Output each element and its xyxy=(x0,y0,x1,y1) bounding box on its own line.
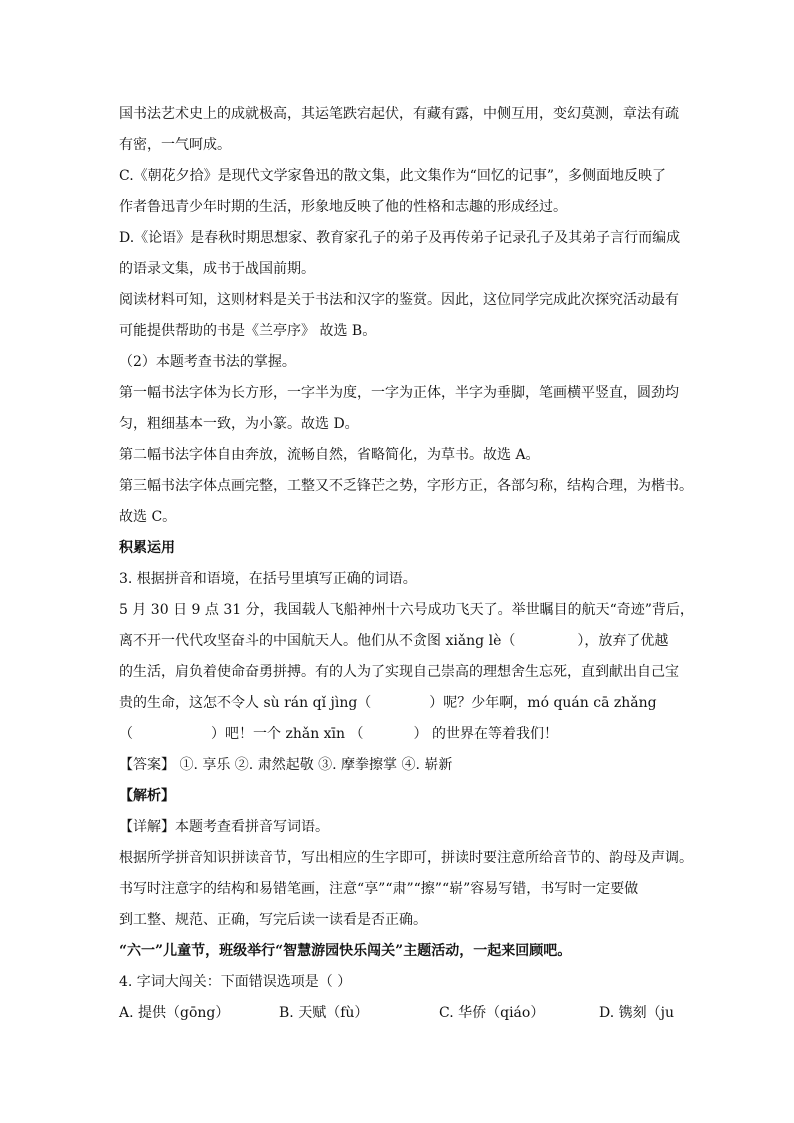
section-heading: 积累运用 xyxy=(119,540,175,556)
option-a[interactable]: A. 提供（gōng） xyxy=(119,1005,230,1021)
paragraph-line: 第二幅书法字体自由奔放，流畅自然，省略简化，为草书。故选 A。 xyxy=(119,447,540,463)
paragraph-line: 【详解】本题考查看拼音写词语。 xyxy=(119,819,329,835)
line-text: ）呢？少年啊，mó quán cā zhǎng xyxy=(429,695,657,711)
paragraph-line: 5 月 30 日 9 点 31 分，我国载人飞船神州十六号成功飞天了。举世瞩目的航天“奇迹”背后， xyxy=(119,602,694,618)
line-text: ）吧！一个 zhǎn xīn （ xyxy=(211,726,364,742)
answer-line: 【答案】 ①. 享乐 ②. 肃然起敬 ③. 摩拳擦掌 ④. 崭新 xyxy=(119,757,453,773)
paragraph-line: 的生活，肩负着使命奋勇拼搏。有的人为了实现自己崇高的理想舍生忘死，直到献出自己宝 xyxy=(119,664,679,680)
option-b[interactable]: B. 天赋（fù） xyxy=(279,1005,369,1021)
paragraph-line: 可能提供帮助的书是《兰亭序》 故选 B。 xyxy=(119,323,377,339)
paragraph-line xyxy=(119,688,679,719)
paragraph-line: 匀，粗细基本一致，为小篆。故选 D。 xyxy=(119,416,359,432)
document-body xyxy=(119,99,694,1029)
activity-heading: “六一”儿童节，班级举行“智慧游园快乐闯关”主题活动，一起来回顾吧。 xyxy=(119,943,572,959)
question-title: 4. 字词大闯关：下面错误选项是（ ） xyxy=(119,974,352,990)
line-text: 贵的生命，这怎不令人 sù rán qǐ jìng（ xyxy=(119,695,372,711)
paragraph-line xyxy=(119,719,679,750)
line-text: ），放弃了优越 xyxy=(577,633,669,649)
analysis-heading: 【解析】 xyxy=(119,788,175,804)
paragraph-line: 书写时注意字的结构和易错笔画，注意“享”“肃”“擦”“崭”容易写错，书写时一定要做 xyxy=(119,881,639,897)
paragraph-line: 根据所学拼音知识拼读音节，写出相应的生字即可，拼读时要注意所给音节的、韵母及声调。 xyxy=(119,850,693,866)
line-text: （ xyxy=(119,726,133,742)
paragraph-line: 国书法艺术史上的成就极高，其运笔跌宕起伏，有藏有露，中侧互用，变幻莫测，章法有疏 xyxy=(119,106,679,122)
question-title: 3. 根据拼音和语境，在括号里填写正确的词语。 xyxy=(119,571,417,587)
paragraph-line: D.《论语》是春秋时期思想家、教育家孔子的弟子及再传弟子记录孔子及其弟子言行而编成 xyxy=(119,230,681,246)
line-text: ） 的世界在等着我们！ xyxy=(413,726,558,742)
paragraph-line: 第三幅书法字体点画完整，工整又不乏锋芒之势，字形方正，各部匀称，结构合理，为楷书。 xyxy=(119,478,693,494)
paragraph-line: 阅读材料可知，这则材料是关于书法和汉字的鉴赏。因此，这位同学完成此次探究活动最有 xyxy=(119,292,679,308)
paragraph-line: 有密，一气呵成。 xyxy=(119,137,231,153)
line-text: 离不开一代代攻坚奋斗的中国航天人。他们从不贪图 xiǎng lè（ xyxy=(119,633,516,649)
paragraph-line: 到工整、规范、正确，写完后读一读看是否正确。 xyxy=(119,912,427,928)
option-d[interactable]: D. 镌刻（ju xyxy=(599,1005,674,1021)
paragraph-line: （2）本题考查书法的掌握。 xyxy=(119,354,296,370)
option-c[interactable]: C. 华侨（qiáo） xyxy=(439,1005,545,1021)
paragraph-line: 作者鲁迅青少年时期的生活，形象地反映了他的性格和志趣的形成经过。 xyxy=(119,199,567,215)
paragraph-line: C.《朝花夕拾》是现代文学家鲁迅的散文集，此文集作为“回忆的记事”，多侧面地反映了 xyxy=(119,168,666,184)
options-row xyxy=(119,998,679,1029)
paragraph-line xyxy=(119,626,679,657)
paragraph-line: 第一幅书法字体为长方形，一字半为度，一字为正体，半字为垂脚，笔画横平竖直，圆劲均 xyxy=(119,385,679,401)
paragraph-line: 的语录文集，成书于战国前期。 xyxy=(119,261,315,277)
paragraph-line: 故选 C。 xyxy=(119,509,177,525)
